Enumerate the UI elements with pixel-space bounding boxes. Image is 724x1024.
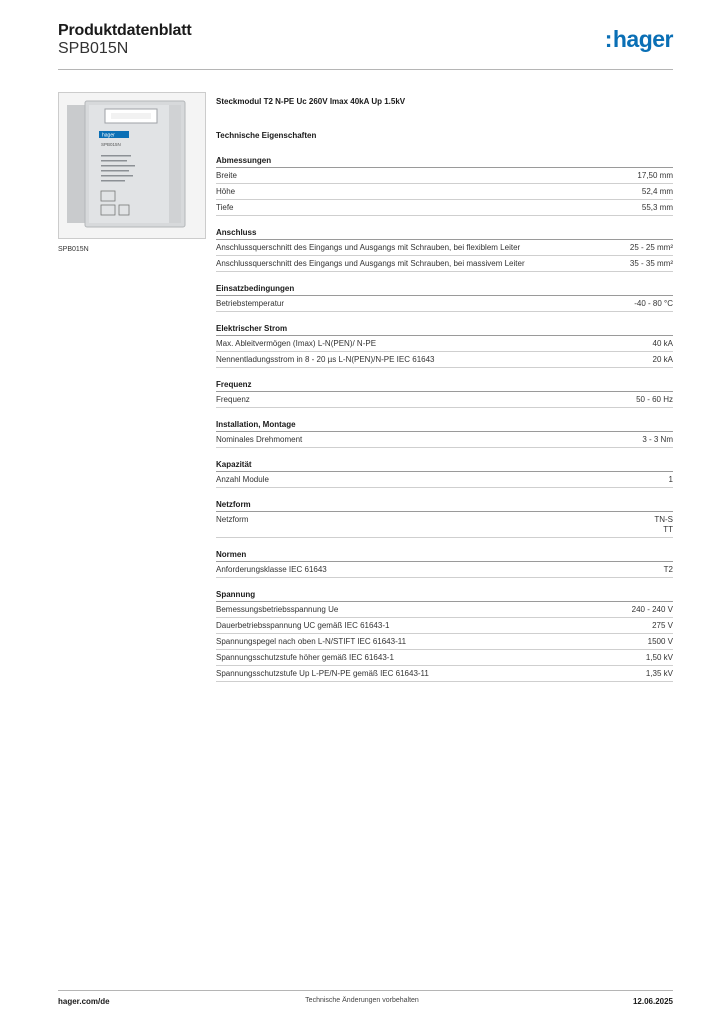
spec-value: 52,4 mm [641,187,673,196]
spec-row [216,512,673,538]
spec-value [654,515,673,535]
spec-row [216,352,673,368]
section-title: Elektrischer Strom [216,324,673,336]
product-label-brand: hager [102,132,115,139]
spec-label: Dauerbetriebsspannung UC gemäß IEC 61643-1 [216,621,390,630]
footer-divider [58,990,673,991]
spec-label: Anzahl Module [216,475,269,484]
product-illustration [59,93,205,238]
spec-row [216,602,673,618]
spec-label: Spannungsschutzstufe höher gemäß IEC 61643-1 [216,653,394,662]
spec-label: Breite [216,171,237,180]
spec-row [216,200,673,216]
spec-row [216,256,673,272]
spec-value: -40 - 80 °C [634,299,673,308]
spec-row [216,472,673,488]
spec-value: 1,50 kV [645,653,673,662]
spec-value: 240 - 240 V [631,605,673,614]
section-abmessungen [216,156,673,216]
spec-value: 275 V [652,621,673,630]
product-image-caption: SPB015N [58,246,89,253]
section-installation-montage [216,420,673,448]
section-title: Anschluss [216,228,673,240]
spec-label: Höhe [216,187,236,196]
spec-label: Tiefe [216,203,234,212]
spec-value: 25 - 25 mm² [629,243,673,252]
product-image [58,92,206,239]
spec-value: 40 kA [652,339,673,348]
spec-value-line: TN-S [654,515,673,524]
spec-value: 55,3 mm [641,203,673,212]
spec-row [216,168,673,184]
footer-disclaimer: Technische Änderungen vorbehalten [305,997,419,1004]
section-frequenz [216,380,673,408]
spec-row [216,634,673,650]
spec-value: 17,50 mm [637,171,673,180]
spec-value-line: TT [663,525,673,534]
technical-properties-heading: Technische Eigenschaften [216,131,317,140]
section-title: Frequenz [216,380,673,392]
spec-row [216,240,673,256]
spec-value: 50 - 60 Hz [636,395,673,404]
spec-row [216,392,673,408]
product-label-model: SPB015N [101,142,121,147]
product-code: SPB015N [58,40,129,57]
spec-label: Anschlussquerschnitt des Eingangs und Ausgangs mit Schrauben, bei flexiblem Leiter [216,243,521,252]
header-divider [58,69,673,70]
spec-row [216,562,673,578]
spec-label: Frequenz [216,395,250,404]
product-details [216,97,673,694]
spec-label: Nennentladungsstrom in 8 - 20 µs L-N(PEN)/N-PE IEC 61643 [216,355,435,364]
spec-row [216,666,673,682]
spec-label: Betriebstemperatur [216,299,285,308]
spec-value: 20 kA [652,355,673,364]
spec-label: Bemessungsbetriebsspannung Ue [216,605,339,614]
section-title: Normen [216,550,673,562]
spec-row [216,296,673,312]
spec-row [216,432,673,448]
spec-value: 1,35 kV [645,669,673,678]
section-title: Netzform [216,500,673,512]
spec-row [216,184,673,200]
spec-value: 1 [668,475,673,484]
product-name: Steckmodul T2 N-PE Uc 260V Imax 40kA Up 1.5kV [216,97,406,106]
footer-date: 12.06.2025 [632,997,673,1006]
spec-value: T2 [663,565,673,574]
spec-row [216,650,673,666]
section-title: Spannung [216,590,673,602]
spec-label: Netzform [216,515,249,524]
section-title: Kapazität [216,460,673,472]
section-netzform [216,500,673,538]
spec-label: Spannungspegel nach oben L-N/STIFT IEC 61643-11 [216,637,407,646]
section-elektrischer-strom [216,324,673,368]
spec-row [216,336,673,352]
spec-value: 3 - 3 Nm [642,435,673,444]
section-normen [216,550,673,578]
spec-label: Anschlussquerschnitt des Eingangs und Ausgangs mit Schrauben, bei massivem Leiter [216,259,525,268]
logo-text: hager [612,26,673,52]
footer-website-link[interactable]: hager.com/de [58,997,110,1006]
section-title: Abmessungen [216,156,673,168]
page-title: Produktdatenblatt [58,22,192,39]
section-spannung [216,590,673,682]
spec-label: Anforderungsklasse IEC 61643 [216,565,327,574]
spec-label: Nominales Drehmoment [216,435,303,444]
section-einsatzbedingungen [216,284,673,312]
spec-value: 35 - 35 mm² [629,259,673,268]
section-title: Einsatzbedingungen [216,284,673,296]
spec-value: 1500 V [647,637,673,646]
hager-logo: :hager [604,26,673,52]
section-anschluss [216,228,673,272]
section-kapazitaet [216,460,673,488]
spec-label: Max. Ableitvermögen (Imax) L-N(PEN)/ N-PE [216,339,377,348]
spec-label: Spannungsschutzstufe Up L-PE/N-PE gemäß IEC 61643-11 [216,669,429,678]
spec-row [216,618,673,634]
section-title: Installation, Montage [216,420,673,432]
